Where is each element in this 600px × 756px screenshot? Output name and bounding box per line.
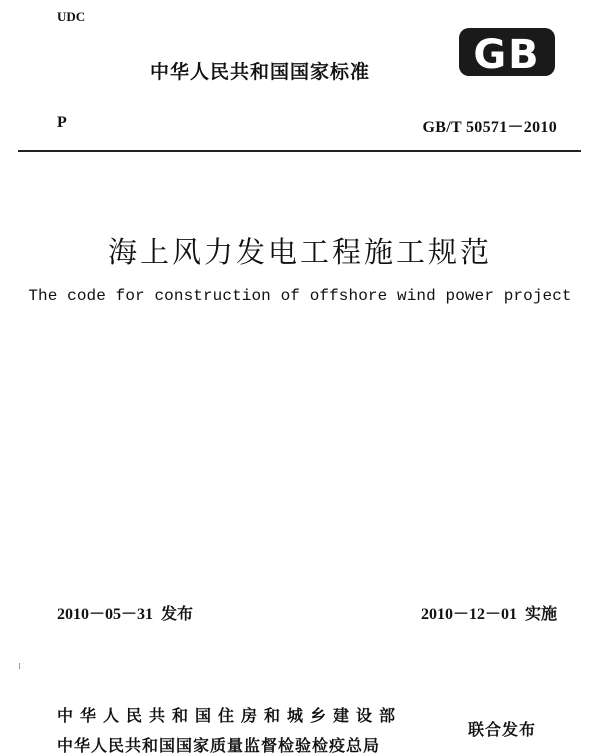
header-divider bbox=[18, 150, 581, 152]
title-english: The code for construction of offshore wind power project bbox=[28, 287, 572, 305]
margin-mark bbox=[19, 663, 20, 669]
standard-type-heading: 中华人民共和国国家标准 bbox=[150, 61, 371, 83]
standard-number: GB/T 50571－2010 bbox=[422, 119, 557, 136]
gb-logo bbox=[457, 26, 557, 78]
implement-date: 2010－12－01 实施 bbox=[420, 606, 557, 623]
publisher-line-1: 中华人民共和国住房和城乡建设部 bbox=[57, 706, 403, 725]
issue-date: 2010－05－31 发布 bbox=[57, 606, 194, 623]
publisher-line-2: 中华人民共和国国家质量监督检验检疫总局 bbox=[57, 736, 381, 755]
gb-logo-graphic bbox=[457, 26, 557, 78]
classification-code: P bbox=[57, 114, 67, 131]
title-chinese: 海上风力发电工程施工规范 bbox=[107, 235, 492, 269]
udc-label: UDC bbox=[57, 9, 86, 24]
svg-text:GB: GB bbox=[473, 32, 541, 78]
joint-issue-label: 联合发布 bbox=[468, 720, 537, 739]
